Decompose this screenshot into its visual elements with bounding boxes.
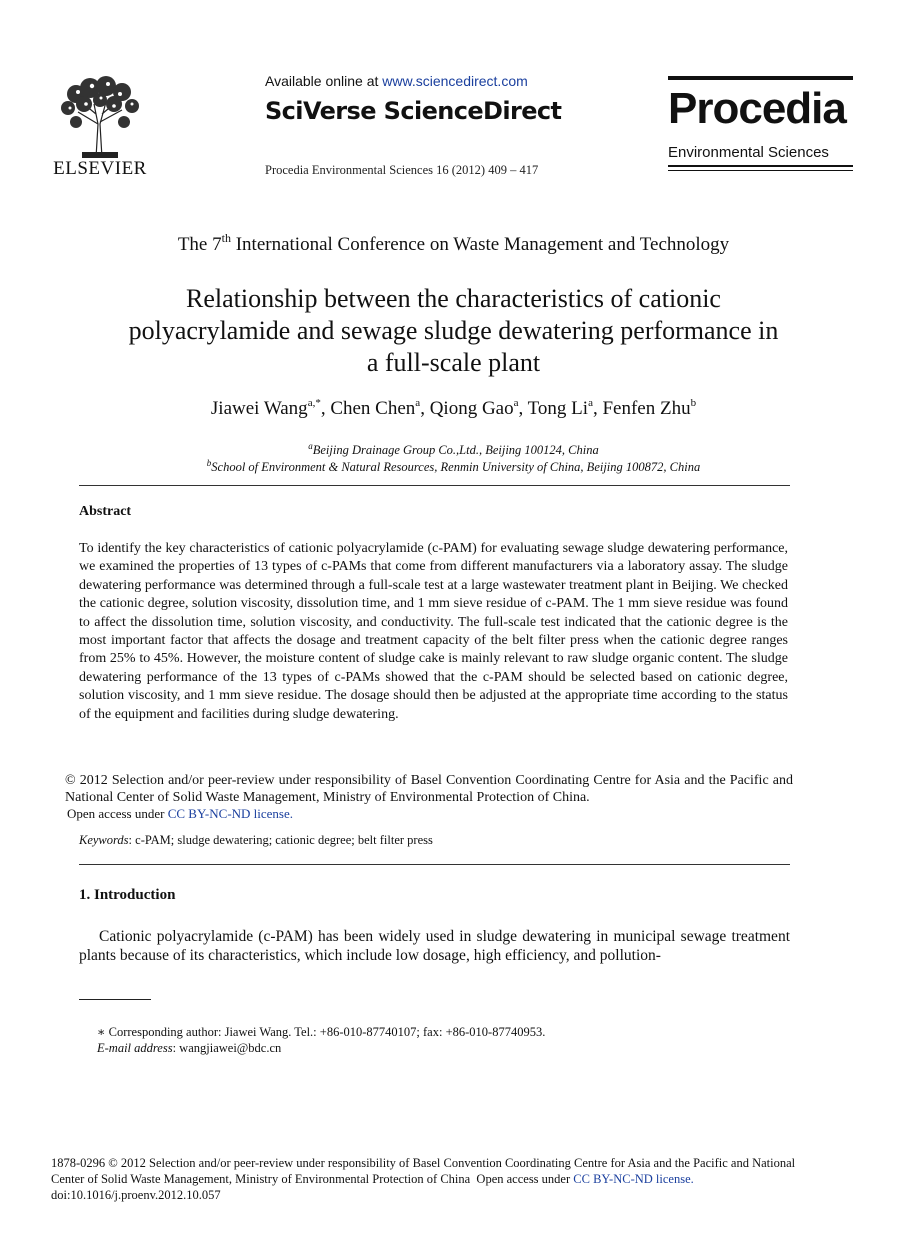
open-access-prefix: Open access under (67, 806, 168, 821)
affiliation (0, 443, 907, 458)
elsevier-logo (50, 74, 150, 184)
author-affil-mark: b (690, 397, 697, 409)
author-separator: , (518, 398, 528, 419)
platform-name: SciVerse ScienceDirect (265, 97, 562, 125)
section-heading: 1. Introduction (79, 887, 176, 903)
availability-line (265, 73, 528, 89)
logo-rule (668, 170, 853, 171)
journal-reference: Procedia Environmental Sciences 16 (2012) 409 – 417 (265, 163, 539, 177)
title-line: a full-scale plant (366, 348, 541, 377)
author-affil-mark: a (415, 397, 421, 409)
logo-rule (668, 76, 853, 80)
affiliation-mark: a (308, 441, 313, 451)
keywords-list: : c-PAM; sludge dewatering; cationic degree; belt filter press (128, 833, 433, 847)
author-list (0, 398, 907, 420)
doi[interactable]: doi:10.1016/j.proenv.2012.10.057 (51, 1188, 221, 1202)
abstract-heading: Abstract (79, 504, 132, 519)
author-separator: , (320, 398, 331, 419)
open-access-notice (67, 806, 293, 822)
license-link[interactable]: CC BY-NC-ND license. (573, 1172, 694, 1186)
author-name: Qiong Gao (429, 398, 514, 419)
author-affil-mark: a (588, 397, 593, 409)
keywords (79, 833, 433, 848)
conference-suffix: International Conference on Waste Management and Technology (230, 234, 730, 255)
author-name: Tong Li (527, 398, 589, 419)
journal-logo-subtitle: Environmental Sciences (668, 144, 829, 161)
keywords-label: Keywords (79, 833, 129, 847)
conference-ordinal: th (221, 231, 231, 245)
author-separator: , (420, 398, 430, 419)
affiliation (0, 460, 907, 475)
affiliation-mark: b (206, 458, 212, 468)
sciencedirect-link[interactable]: www.sciencedirect.com (382, 73, 528, 89)
author-name: Jiawei Wang (210, 398, 308, 419)
abstract-text: To identify the key characteristics of cationic polyacrylamide (c-PAM) for evaluating sewage sludge dewatering performance, we examined the properties of 13 types of c-PAMs that come from different manufacturers via a laboratory assay. The sludge dewatering performance was determined through a full-scale test at a large wastewater treatment plant in Beijing. We checked the cationic degree, solution viscosity, dissolution time, and 1 mm sieve residue of c-PAM. The 1 mm sieve residue was found to affect the dissolution time, solution viscosity, and conductivity. The full-scale test indicated that the cationic degree is the most important factor that affects the dosage and treatment capacity of the belt filter press when the cationic degree ranges from 25% to 45%. However, the moisture content of sludge cake is mainly relevant to raw sludge organic content. The sludge dewatering performance of the 13 types of c-PAMs showed that the c-PAM should be selected based on cationic degree, solution viscosity, and 1 mm sieve residue. The dosage should then be adjusted at the appropriate time according to the status of the equipment and facilities during sludge dewatering. (79, 541, 788, 722)
email-address: : wangjiawei@bdc.cn (172, 1041, 282, 1055)
author-affil-mark: a (513, 397, 519, 409)
affiliation-text: School of Environment & Natural Resources, Renmin University of China, Beijing 100872, China (211, 460, 701, 474)
section-divider (79, 485, 790, 486)
license-link[interactable]: CC BY-NC-ND license. (167, 806, 294, 821)
section-divider (79, 864, 790, 865)
publisher-name: ELSEVIER (53, 158, 147, 179)
intro-paragraph: Cationic polyacrylamide (c-PAM) has been widely used in sludge dewatering in municipal sewage treatment plants because of its characteristics, which include low dosage, high efficiency, and pollution- (79, 928, 790, 964)
author-separator: , (592, 398, 603, 419)
affiliation-text: Beijing Drainage Group Co.,Ltd., Beijing 100124, China (312, 443, 599, 457)
elsevier-tree-icon (56, 74, 144, 158)
copyright-notice: © 2012 Selection and/or peer-review under responsibility of Basel Convention Coordinating Centre for Asia and the Pacific and National Center of Solid Waste Management, Ministry of Environmental Protection of China. (65, 773, 793, 805)
journal-logo-text: Procedia (668, 84, 846, 133)
email-footnote (97, 1041, 281, 1056)
title-line: polyacrylamide and sewage sludge dewatering performance in (128, 316, 779, 345)
logo-rule (668, 165, 853, 167)
conference-prefix: The 7 (177, 234, 222, 255)
corresponding-author-footnote: ∗ Corresponding author: Jiawei Wang. Tel.: +86-010-87740107; fax: +86-010-87740953. (97, 1025, 546, 1039)
meta-line (51, 1171, 851, 1187)
paper-title (60, 283, 847, 379)
open-access-prefix: Open access under (476, 1172, 574, 1186)
publication-meta (51, 1155, 851, 1203)
availability-prefix: Available online at (265, 73, 383, 89)
conference-name (0, 231, 907, 256)
author-affil-mark: a,* (307, 397, 321, 409)
journal-logo (668, 76, 853, 176)
author-name: Fenfen Zhu (602, 398, 691, 419)
meta-line-text: Center of Solid Waste Management, Ministry of Environmental Protection of China (51, 1172, 471, 1186)
title-line: Relationship between the characteristics of cationic (186, 284, 721, 313)
author-name: Chen Chen (330, 398, 416, 419)
footnote-rule (79, 999, 151, 1000)
email-label: E-mail address (97, 1041, 173, 1055)
meta-line: 1878-0296 © 2012 Selection and/or peer-review under responsibility of Basel Convention Coordinating Centre for Asia and the Pacific and National (51, 1156, 796, 1170)
